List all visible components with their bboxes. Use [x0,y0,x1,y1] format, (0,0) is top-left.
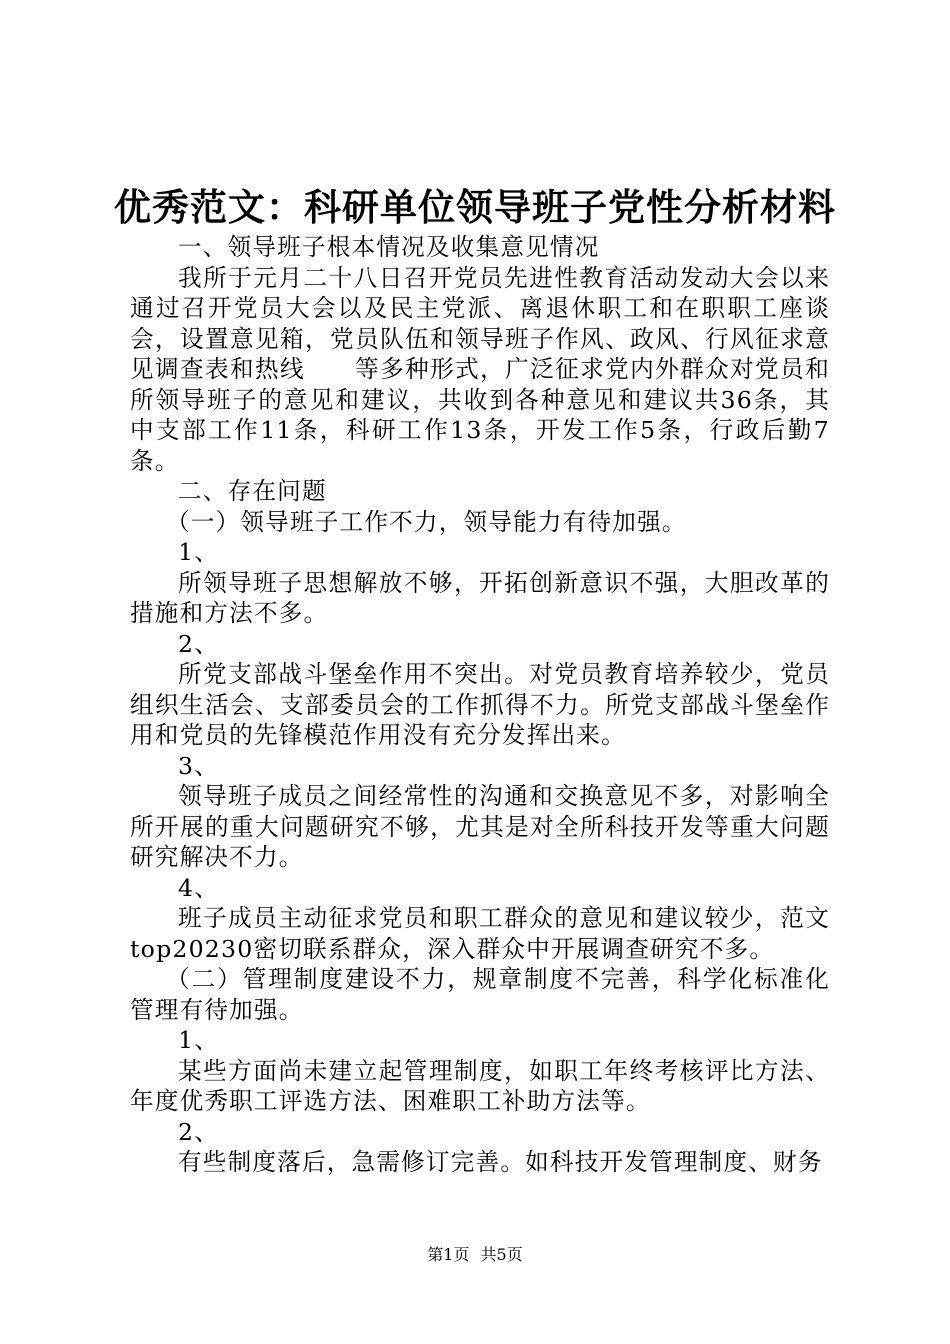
section-heading: 一、领导班子根本情况及收集意见情况 [178,233,600,261]
list-number: 1、 [178,538,220,566]
list-number: 2、 [178,1117,220,1146]
body-paragraph: 所领导班子思想解放不够，开拓创新意识不强，大胆改革的措施和方法不多。 [130,568,830,627]
document-body [130,232,830,1178]
section-heading: 二、存在问题 [178,477,327,505]
subsection-heading: （一）领导班子工作不力，领导能力有待加强。 [166,507,687,536]
body-paragraph: 我所于元月二十八日召开党员先进性教育活动发动大会以来通过召开党员大会以及民主党派、离退休职工和在职职工座谈会，设置意见箱，党员队伍和领导班子作风、政风、行风征求意见调查表和热线 等多种形式，广泛征求党内外群众对党员和所领导班子的意见和建议，共收到各种意见和建议共36条，其中支部工作11条，科研工作13条，开发工作5条，行政后勤7条。 [130,263,830,475]
document-title: 优秀范文：科研单位领导班子党性分析材料 [114,185,836,229]
body-paragraph: 所党支部战斗堡垒作用不突出。对党员教育培养较少，党员组织生活会、支部委员会的工作抓得不力。所党支部战斗堡垒作用和党员的先锋模范作用没有充分发挥出来。 [130,660,830,749]
list-number: 2、 [178,629,220,658]
list-number: 1、 [178,1026,220,1054]
list-number: 3、 [178,751,220,780]
body-paragraph: 某些方面尚未建立起管理制度，如职工年终考核评比方法、年度优秀职工评选方法、困难职工补助方法等。 [130,1056,830,1115]
body-paragraph: 班子成员主动征求党员和职工群众的意见和建议较少，范文top20230密切联系群众，深入群众中开展调查研究不多。 [130,904,830,963]
list-number: 4、 [178,873,220,902]
body-paragraph: 有些制度落后，急需修订完善。如科技开发管理制度、财务 [178,1148,823,1176]
page-footer [0,1245,950,1265]
subsection-heading: （二）管理制度建设不力，规章制度不完善，科学化标准化管理有待加强。 [130,965,830,1024]
body-paragraph: 领导班子成员之间经常性的沟通和交换意见不多，对影响全所开展的重大问题研究不够，尤其是对全所科技开发等重大问题研究解决不力。 [130,782,830,871]
page-number: 第1页 [427,1245,470,1264]
page-total: 共5页 [480,1245,523,1264]
